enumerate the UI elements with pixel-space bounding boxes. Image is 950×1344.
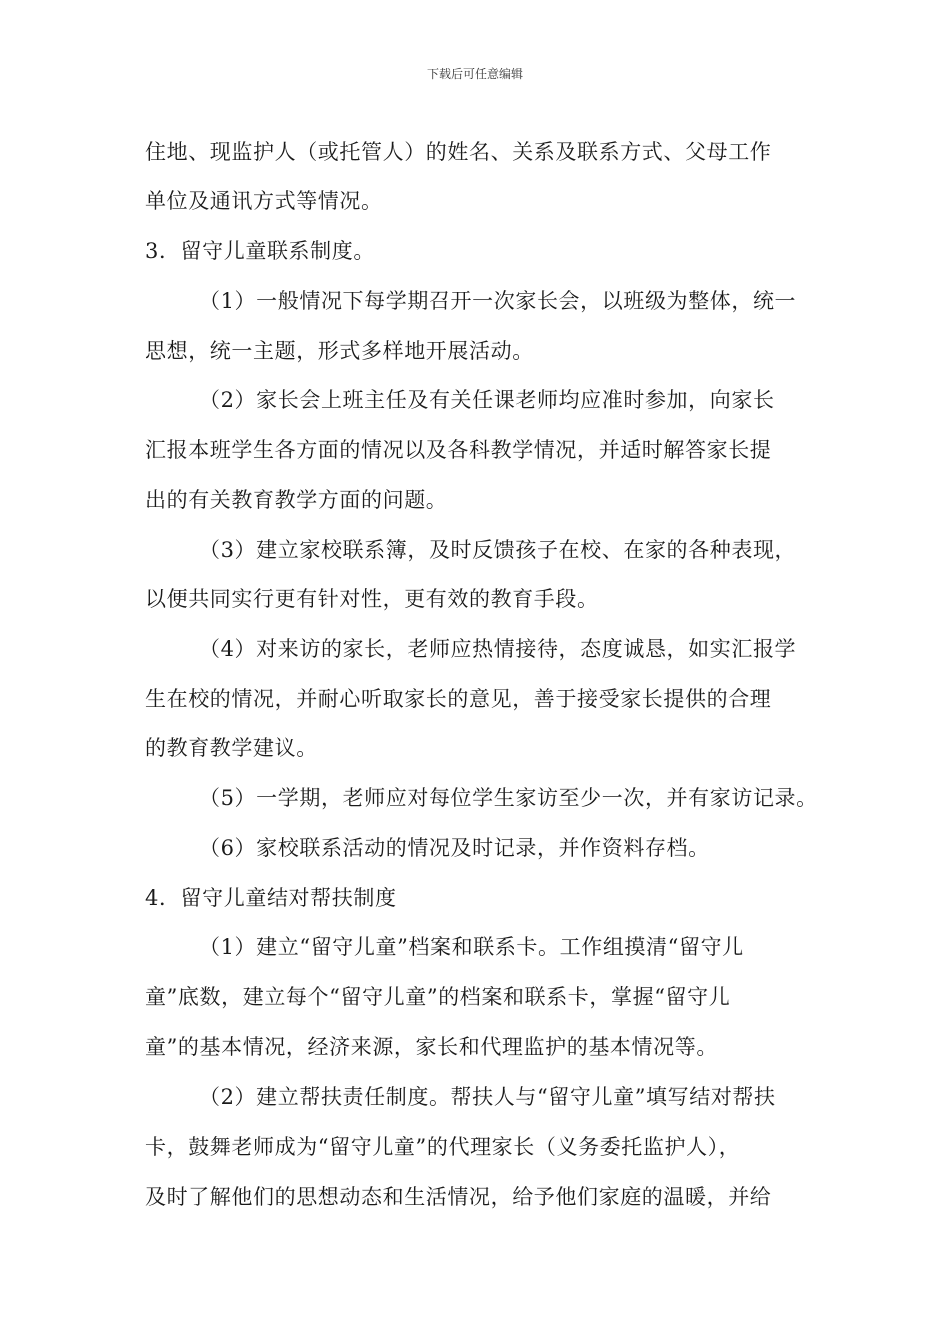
- page-header: 下载后可任意编辑: [426, 67, 523, 81]
- text-line: 思想，统一主题，形式多样地开展活动。: [145, 339, 534, 363]
- text-line: 单位及通讯方式等情况。: [145, 189, 383, 213]
- text-line: （2）家长会上班主任及有关任课老师均应准时参加，向家长: [199, 388, 775, 412]
- text-line: 生在校的情况，并耐心听取家长的意见，善于接受家长提供的合理: [145, 687, 772, 711]
- section-heading: 3．留守儿童联系制度。: [145, 239, 375, 263]
- text-line: 汇报本班学生各方面的情况以及各科教学情况，并适时解答家长提: [145, 438, 772, 462]
- text-line: 出的有关教育教学方面的问题。: [145, 488, 448, 512]
- text-line: 童”的基本情况，经济来源，家长和代理监护的基本情况等。: [145, 1035, 718, 1059]
- text-line: （1）建立“留守儿童”档案和联系卡。工作组摸清“留守儿: [199, 935, 744, 959]
- text-line: （1）一般情况下每学期召开一次家长会，以班级为整体，统一: [199, 289, 797, 313]
- section-heading: 4．留守儿童结对帮扶制度: [145, 886, 397, 910]
- text-line: （3）建立家校联系簿，及时反馈孩子在校、在家的各种表现，: [199, 538, 797, 562]
- text-line: （4）对来访的家长，老师应热情接待，态度诚恳，如实汇报学: [199, 637, 797, 661]
- text-line: （6）家校联系活动的情况及时记录，并作资料存档。: [199, 836, 710, 860]
- text-line: 的教育教学建议。: [145, 736, 318, 760]
- text-line: 卡，鼓舞老师成为“留守儿童”的代理家长（义务委托监护人），: [145, 1135, 741, 1159]
- text-line: 及时了解他们的思想动态和生活情况，给予他们家庭的温暖，并给: [145, 1185, 772, 1209]
- text-line: 童”底数，建立每个“留守儿童”的档案和联系卡，掌握“留守儿: [145, 985, 731, 1009]
- text-line: （5）一学期，老师应对每位学生家访至少一次，并有家访记录。: [199, 786, 818, 810]
- text-line: （2）建立帮扶责任制度。帮扶人与“留守儿童”填写结对帮扶: [199, 1085, 776, 1109]
- text-line: 以便共同实行更有针对性，更有效的教育手段。: [145, 587, 599, 611]
- text-line: 住地、现监护人（或托管人）的姓名、关系及联系方式、父母工作: [145, 140, 772, 164]
